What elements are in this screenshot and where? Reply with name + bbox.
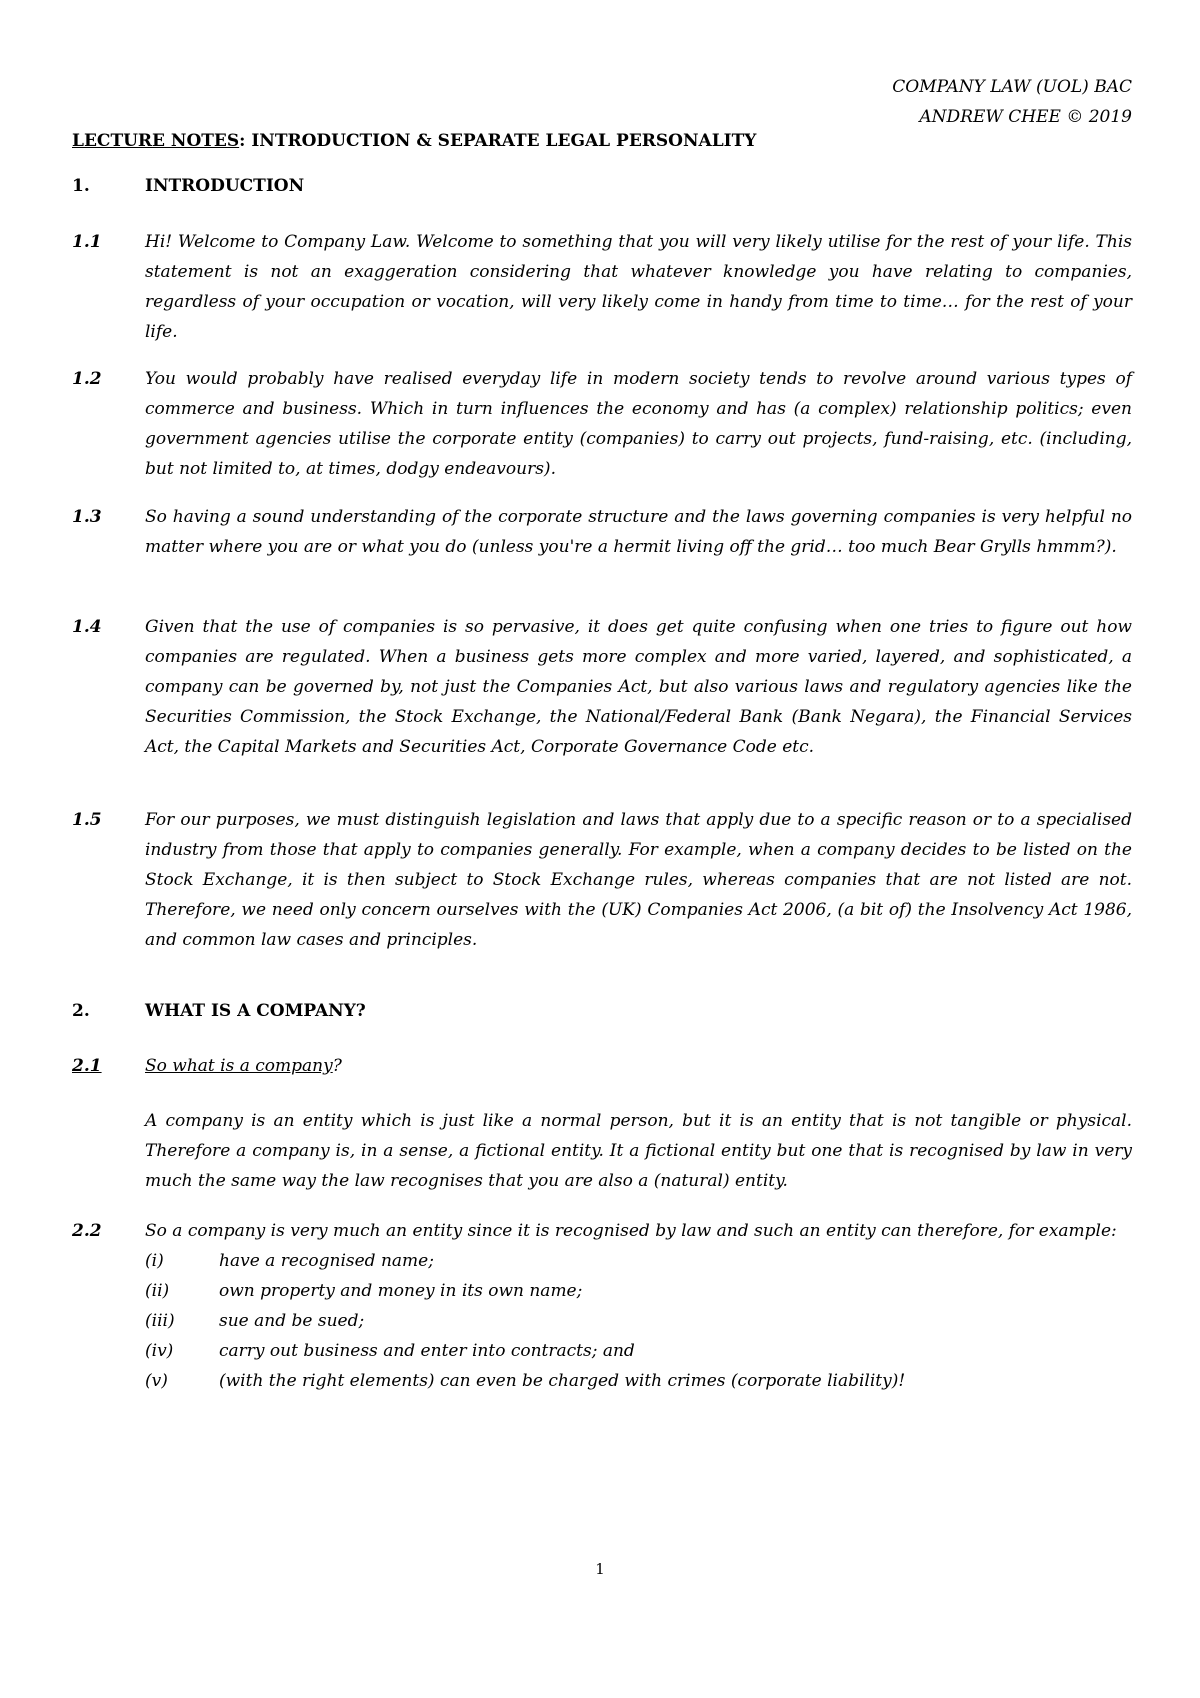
- paragraph-number: 2.2: [72, 1221, 102, 1241]
- section-heading: [72, 172, 304, 200]
- title-prefix: LECTURE NOTES: [72, 131, 240, 151]
- section-number: 2.: [72, 1001, 90, 1021]
- section-heading: [72, 997, 366, 1025]
- subsection-question-mark: ?: [332, 1056, 342, 1076]
- paragraph-number: 1.2: [72, 369, 102, 389]
- paragraph-text: For our purposes, we must distinguish legislation and laws that apply due to a specific reason or to a specialised industry from those that apply to companies generally. For example, when a company decides to be listed on the Stock Exchange, it is then subject to Stock Exchange rules, whereas companies that are not listed are not. Therefore, we need only concern ourselves with the (UK) Companies Act 2006, (a bit of) the Insolvency Act 1986, and common law cases and principles.: [145, 810, 1132, 950]
- paragraph-text: Hi! Welcome to Company Law. Welcome to something that you will very likely utilise for the rest of your life. This statement is not an exaggeration considering that whatever knowledge you have relating to companies, regardless of your occupation or vocation, will very likely come in handy from time to time… for the rest of your life.: [145, 232, 1132, 342]
- paragraph: [72, 227, 1132, 347]
- paragraph-text: Given that the use of companies is so pervasive, it does get quite confusing when one tries to figure out how companies are regulated. When a business gets more complex and more varied, layered, and sophisticated, a company can be governed by, not just the Companies Act, but also various laws and regulatory agencies like the Securities Commission, the Stock Exchange, the National/Federal Bank (Bank Negara), the Financial Services Act, the Capital Markets and Securities Act, Corporate Governance Code etc.: [145, 617, 1132, 757]
- running-header: [892, 72, 1132, 132]
- subsection-label: So what is a company: [145, 1056, 333, 1076]
- list-item-text: sue and be sued;: [219, 1311, 365, 1331]
- paragraph: [72, 612, 1132, 762]
- paragraph: [72, 1216, 1132, 1396]
- list-item: [145, 1276, 1132, 1306]
- list-item-text: carry out business and enter into contracts; and: [219, 1341, 635, 1361]
- paragraph: [72, 1106, 1132, 1196]
- list-item-text: (with the right elements) can even be charged with crimes (corporate liability)!: [219, 1371, 906, 1391]
- header-author: ANDREW CHEE © 2019: [919, 107, 1132, 127]
- paragraph: [72, 364, 1132, 484]
- document-title: [72, 127, 756, 155]
- paragraph-number: 1.4: [72, 617, 102, 637]
- capabilities-list: [145, 1246, 1132, 1396]
- paragraph: [72, 502, 1132, 562]
- paragraph-text: A company is an entity which is just like a normal person, but it is an entity that is not tangible or physical. Therefore a company is, in a sense, a fictional entity. It a fictional entity but one that is recognised by law in very much the same way the law recognises that you are also a (natural) entity.: [145, 1111, 1132, 1191]
- list-item: [145, 1336, 1132, 1366]
- list-item: [145, 1246, 1132, 1276]
- list-item-text: own property and money in its own name;: [219, 1281, 583, 1301]
- list-item: [145, 1306, 1132, 1336]
- paragraph-text: So a company is very much an entity since it is recognised by law and such an entity can therefore, for example:: [145, 1221, 1117, 1241]
- paragraph-number: 1.5: [72, 810, 102, 830]
- paragraph-number: 1.1: [72, 232, 102, 252]
- list-item-numeral: (iii): [145, 1311, 175, 1331]
- list-item-numeral: (v): [145, 1371, 168, 1391]
- list-item-numeral: (i): [145, 1251, 164, 1271]
- header-course: COMPANY LAW (UOL) BAC: [892, 77, 1132, 97]
- subsection-heading: [72, 1051, 342, 1081]
- section-title: INTRODUCTION: [145, 176, 305, 196]
- list-item: [145, 1366, 1132, 1396]
- paragraph-text: So having a sound understanding of the corporate structure and the laws governing companies is very helpful no matter where you are or what you do (unless you're a hermit living off the grid… too much Bear Grylls hmmm?).: [145, 507, 1132, 557]
- list-item-text: have a recognised name;: [219, 1251, 434, 1271]
- section-number: 1.: [72, 176, 90, 196]
- page-number: 1: [595, 1560, 605, 1578]
- paragraph-number: 1.3: [72, 507, 102, 527]
- paragraph: [72, 805, 1132, 955]
- section-title: WHAT IS A COMPANY?: [145, 1001, 366, 1021]
- subsection-number: 2.1: [72, 1056, 102, 1076]
- paragraph-text: You would probably have realised everyday life in modern society tends to revolve around various types of commerce and business. Which in turn influences the economy and has (a complex) relationship politics; even government agencies utilise the corporate entity (companies) to carry out projects, fund-raising, etc. (including, but not limited to, at times, dodgy endeavours).: [145, 369, 1132, 479]
- list-item-numeral: (iv): [145, 1341, 174, 1361]
- list-item-numeral: (ii): [145, 1281, 170, 1301]
- title-rest: : INTRODUCTION & SEPARATE LEGAL PERSONALITY: [239, 131, 757, 151]
